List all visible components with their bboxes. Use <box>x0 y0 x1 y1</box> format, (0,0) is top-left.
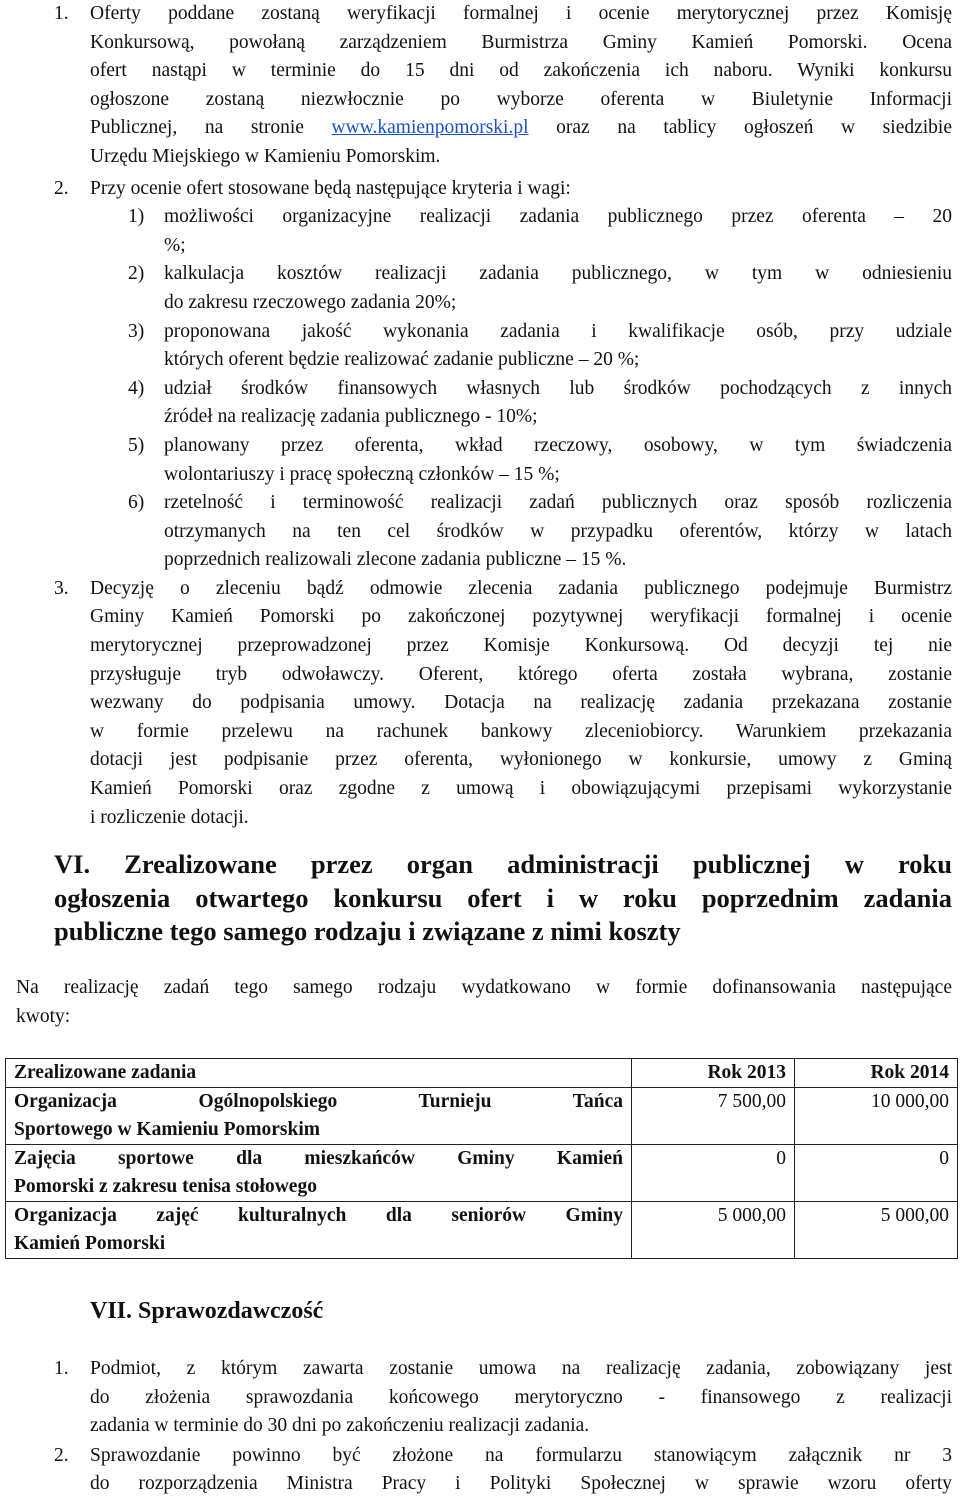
text-line: otrzymanych na ten cel środków w przypadku oferentów, którzy w latach <box>164 520 952 542</box>
text-line: w formie przelewu na rachunek bankowy zleceniobiorcy. Warunkiem przekazania <box>90 720 952 742</box>
text-line: kalkulacja kosztów realizacji zadania publicznego, w tym w odniesieniu <box>164 263 952 285</box>
criterion-number: 4) <box>128 377 145 399</box>
column-header: Zrealizowane zadania <box>6 1059 632 1088</box>
cell-line: Organizacja zajęć kulturalnych dla seniorów Gminy <box>14 1205 623 1226</box>
text-line: Oferty poddane zostaną weryfikacji formalnej i ocenie merytorycznej przez Komisję <box>90 3 952 24</box>
amount-2013-cell: 0 <box>632 1145 795 1202</box>
list-item-1 <box>0 1355 960 1441</box>
task-cell <box>6 1202 632 1259</box>
cell-line: Zajęcia sportowe dla mieszkańców Gminy Kamień <box>14 1148 623 1169</box>
text-line: poprzednich realizowali zlecone zadania publiczne – 15 %. <box>164 549 627 571</box>
heading-line: publiczne tego samego rodzaju i związane z nimi koszty <box>54 916 681 946</box>
list-item-1 <box>0 0 960 172</box>
column-header: Rok 2013 <box>632 1059 795 1088</box>
website-link[interactable]: www.kamienpomorski.pl <box>331 117 529 139</box>
section-heading-vi <box>54 848 952 949</box>
text-line: Gminy Kamień Pomorski po zakończonej pozytywnej weryfikacji formalnej i ocenie <box>90 606 952 628</box>
amount-2013-cell: 5 000,00 <box>632 1202 795 1259</box>
text-line: merytorycznej przeprowadzonej przez Komisje Konkursową. Od decyzji tej nie <box>90 635 952 657</box>
criterion-1 <box>0 203 960 260</box>
text-line: których oferent będzie realizować zadanie publiczne – 20 %; <box>164 349 640 371</box>
amount-2014-cell: 5 000,00 <box>795 1202 958 1259</box>
criterion-number: 6) <box>128 492 145 514</box>
criterion-2 <box>0 260 960 317</box>
text-line: rzetelność i terminowość realizacji zadań publicznych oraz sposób rozliczenia <box>164 492 952 514</box>
heading-line: VI. Zrealizowane przez organ administracji publicznej w roku <box>54 849 952 879</box>
text-line: do rozporządzenia Ministra Pracy i Polityki Społecznej w sprawie wzoru oferty <box>90 1473 952 1495</box>
text-line: Na realizację zadań tego samego rodzaju wydatkowano w formie dofinansowania następujące <box>16 977 952 998</box>
cell-line: Kamień Pomorski <box>14 1233 166 1254</box>
text-line: %; <box>164 234 186 256</box>
criteria-intro: Przy ocenie ofert stosowane będą następujące kryteria i wagi: <box>90 177 571 199</box>
text-line: możliwości organizacyjne realizacji zadania publicznego przez oferenta – 20 <box>164 206 952 228</box>
criterion-number: 5) <box>128 434 145 456</box>
text-line: źródeł na realizację zadania publicznego - 10%; <box>164 406 538 428</box>
text-line-with-link <box>90 114 952 143</box>
text-line: do złożenia sprawozdania końcowego merytoryczno - finansowego z realizacji <box>90 1386 952 1408</box>
table-row <box>6 1202 958 1259</box>
heading-line: ogłoszenia otwartego konkursu ofert i w roku poprzednim zadania <box>54 882 952 913</box>
text-line: Sprawozdanie powinno być złożone na formularzu stanowiącym załącznik nr 3 <box>90 1444 952 1466</box>
criterion-number: 3) <box>128 320 145 342</box>
item-number: 1. <box>54 3 69 24</box>
section-heading-vii: VII. Sprawozdawczość <box>90 1298 324 1324</box>
criterion-3 <box>0 318 960 375</box>
text-line: ogłoszone zostaną niezwłocznie po wyborze oferenta w Biuletynie Informacji <box>90 88 952 110</box>
cell-line: Sportowego w Kamieniu Pomorskim <box>14 1119 321 1140</box>
text-line: wezwany do podpisania umowy. Dotacja na realizację zadania przekazana zostanie <box>90 692 952 714</box>
text-line: dotacji jest podpisanie przez oferenta, wyłonionego w konkursie, umowy z Gminą <box>90 749 952 771</box>
costs-table <box>5 1058 958 1259</box>
item-number: 3. <box>54 577 69 599</box>
text-fragment: oraz na tablicy ogłoszeń w siedzibie <box>556 117 952 139</box>
text-line: kwoty: <box>16 1005 71 1027</box>
criterion-number: 2) <box>128 263 145 285</box>
text-line: proponowana jakość wykonania zadania i kwalifikacje osób, przy udziale <box>164 320 952 342</box>
text-line: Decyzję o zleceniu bądź odmowie zlecenia zadania publicznego podejmuje Burmistrz <box>90 577 952 599</box>
item-number: 2. <box>54 177 69 199</box>
amount-2014-cell: 0 <box>795 1145 958 1202</box>
criterion-5 <box>0 432 960 489</box>
text-line: Podmiot, z którym zawarta zostanie umowa na realizację zadania, zobowiązany jest <box>90 1358 952 1379</box>
text-line: ofert nastąpi w terminie do 15 dni od zakończenia ich naboru. Wyniki konkursu <box>90 60 952 82</box>
criterion-number: 1) <box>128 206 145 228</box>
text-line: planowany przez oferenta, wkład rzeczowy, osobowy, w tym świadczenia <box>164 434 952 456</box>
amount-2013-cell: 7 500,00 <box>632 1088 795 1145</box>
text-line: udział środków finansowych własnych lub środków pochodzących z innych <box>164 377 952 399</box>
text-line: przysługuje tryb odwoławczy. Oferent, którego oferta została wybrana, zostanie <box>90 663 952 685</box>
table-header-row <box>6 1059 958 1088</box>
task-cell <box>6 1088 632 1145</box>
text-line: zadania w terminie do 30 dni po zakończeniu realizacji zadania. <box>90 1415 590 1437</box>
list-item-2 <box>0 175 960 204</box>
text-line: i rozliczenie dotacji. <box>90 806 249 828</box>
list-item-2 <box>0 1442 960 1499</box>
item-number: 1. <box>54 1358 69 1379</box>
text-line: do zakresu rzeczowego zadania 20%; <box>164 291 457 313</box>
text-line: Konkursową, powołaną zarządzeniem Burmistrza Gminy Kamień Pomorski. Ocena <box>90 31 952 53</box>
item-number: 2. <box>54 1444 69 1466</box>
task-cell <box>6 1145 632 1202</box>
amount-2014-cell: 10 000,00 <box>795 1088 958 1145</box>
reporting-list <box>0 1355 960 1499</box>
criteria-list <box>0 203 960 575</box>
costs-intro <box>16 974 952 1031</box>
text-line: Urzędu Miejskiego w Kamieniu Pomorskim. <box>90 145 441 167</box>
cell-line: Pomorski z zakresu tenisa stołowego <box>14 1176 317 1197</box>
criterion-6 <box>0 489 960 575</box>
cell-line: Organizacja Ogólnopolskiego Turnieju Tańca <box>14 1091 623 1112</box>
table-row <box>6 1088 958 1145</box>
text-line: wolontariuszy i pracę społeczną członków – 15 %; <box>164 463 560 485</box>
text-fragment: Publicznej, na stronie <box>90 117 304 139</box>
list-item-3 <box>0 575 960 832</box>
criterion-4 <box>0 375 960 432</box>
table-row <box>6 1145 958 1202</box>
text-line: Kamień Pomorski oraz zgodne z umową i obowiązującymi przepisami wykorzystanie <box>90 778 952 800</box>
column-header: Rok 2014 <box>795 1059 958 1088</box>
